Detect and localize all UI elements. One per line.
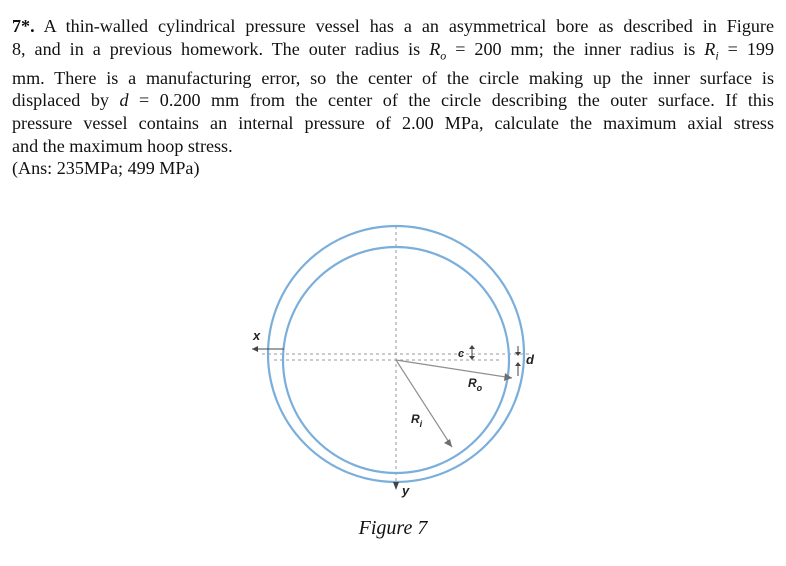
- inner-radius-label: $R_i$: [411, 412, 423, 429]
- problem-line-2: 8, and in a previous homework. The outer radius is $R_o = 200$ mm; the inner radius is $R_i = 199$: [12, 38, 774, 63]
- inner-radius-line: [396, 360, 452, 447]
- x-arrowhead-icon: [252, 346, 258, 352]
- c-arrow-down-icon: [469, 356, 475, 360]
- problem-line-1: 7*. A thin-walled cylindrical pressure vessel has a an asymmetrical bore as described in Figure: [12, 16, 774, 36]
- problem-line-6: and the maximum hoop stress.: [12, 135, 233, 156]
- inner-radius-symbol: R: [704, 38, 716, 59]
- c-label: c: [458, 348, 465, 360]
- problem-line-5: pressure vessel contains an internal pressure of 2.00 MPa, calculate the maximum axial stress: [12, 112, 774, 133]
- c-arrow-up-icon: [469, 345, 475, 349]
- y-arrowhead-icon: [393, 482, 399, 490]
- answer-line: (Ans: 235MPa; 499 MPa): [12, 158, 200, 179]
- problem-line-4: displaced by d = 0.200 mm from the center of the circle describing the outer surface. If this: [12, 90, 774, 111]
- problem-number: 7*.: [12, 16, 35, 36]
- displacement-symbol: d: [119, 90, 129, 111]
- outer-radius-line: [396, 360, 512, 378]
- x-axis-label: x: [253, 328, 261, 343]
- outer-radius-symbol: R: [429, 38, 441, 59]
- y-axis-label: y: [402, 483, 410, 498]
- problem-line-3: mm. There is a manufacturing error, so the center of the circle making up the inner surface is: [12, 67, 774, 88]
- d-arrow-up-icon: [515, 362, 521, 366]
- figure-caption: Figure 7: [358, 517, 428, 539]
- d-label: d: [526, 352, 534, 367]
- outer-radius-label: $R_o$: [468, 376, 483, 393]
